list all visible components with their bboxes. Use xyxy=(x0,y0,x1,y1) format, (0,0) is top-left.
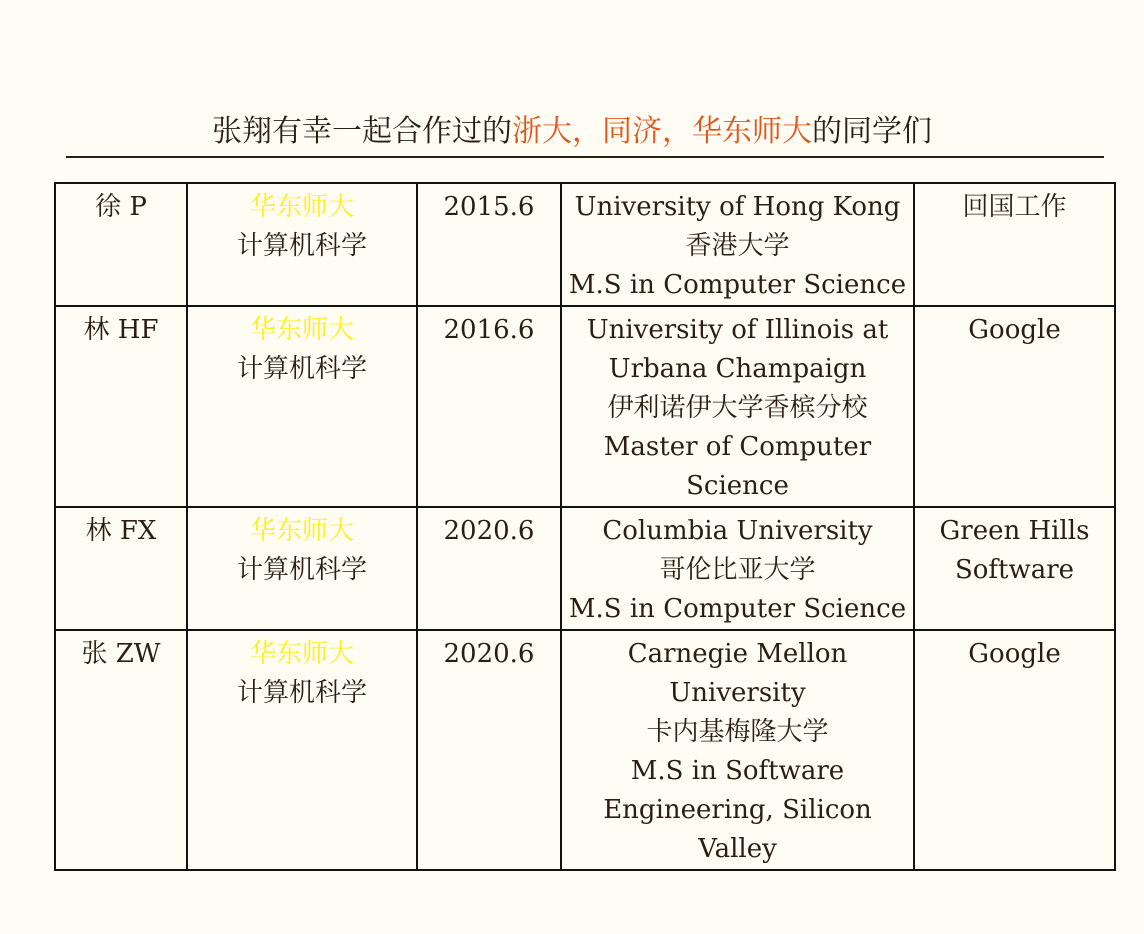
school-name: 华东师大 xyxy=(249,192,354,222)
school-cell xyxy=(187,183,417,306)
destination-line: 香港大学 xyxy=(685,231,790,261)
table-row xyxy=(55,507,1115,630)
destination-line: Urbana Champaign xyxy=(608,354,867,384)
major-name: 计算机科学 xyxy=(236,231,367,261)
destination-line: Columbia University xyxy=(602,516,873,546)
date-cell xyxy=(417,630,561,870)
destination-line: 哥伦比亚大学 xyxy=(659,555,816,585)
school-name: 华东师大 xyxy=(249,639,354,669)
graduation-date: 2020.6 xyxy=(443,639,535,669)
destination-line: University of Illinois at xyxy=(586,315,889,345)
major-name: 计算机科学 xyxy=(236,555,367,585)
major-name: 计算机科学 xyxy=(236,678,367,708)
school-cell xyxy=(187,306,417,507)
outcome-line: 回国工作 xyxy=(962,192,1067,222)
destination-cell xyxy=(561,183,914,306)
outcome-cell xyxy=(914,306,1115,507)
student-name: 林 HF xyxy=(83,315,159,345)
graduation-date: 2015.6 xyxy=(443,192,535,222)
date-cell xyxy=(417,306,561,507)
table-row xyxy=(55,306,1115,507)
destination-line: University xyxy=(669,678,806,708)
destination-line: Science xyxy=(686,471,789,501)
destination-line: Engineering, Silicon xyxy=(603,795,872,825)
name-cell xyxy=(55,507,187,630)
classmates-table xyxy=(54,182,1116,871)
outcome-cell xyxy=(914,183,1115,306)
outcome-line: Google xyxy=(968,315,1061,345)
title-suffix: 的同学们 xyxy=(812,114,932,149)
destination-cell xyxy=(561,630,914,870)
student-name: 张 ZW xyxy=(81,639,161,669)
destination-cell xyxy=(561,306,914,507)
outcome-line: Software xyxy=(954,555,1075,585)
destination-line: M.S in Computer Science xyxy=(568,270,907,300)
table-row xyxy=(55,183,1115,306)
outcome-cell xyxy=(914,630,1115,870)
name-cell xyxy=(55,630,187,870)
student-name: 林 FX xyxy=(85,516,157,546)
table-row xyxy=(55,630,1115,870)
page-title xyxy=(0,108,1144,156)
title-highlight: 浙大，同济，华东师大 xyxy=(512,114,812,149)
destination-line: Carnegie Mellon xyxy=(627,639,848,669)
title-prefix: 张翔有幸一起合作过的 xyxy=(212,114,512,149)
date-cell xyxy=(417,183,561,306)
date-cell xyxy=(417,507,561,630)
graduation-date: 2016.6 xyxy=(443,315,535,345)
school-cell xyxy=(187,507,417,630)
school-cell xyxy=(187,630,417,870)
school-name: 华东师大 xyxy=(249,516,354,546)
title-underline xyxy=(66,156,1104,158)
name-cell xyxy=(55,306,187,507)
outcome-line: Green Hills xyxy=(939,516,1090,546)
outcome-cell xyxy=(914,507,1115,630)
destination-cell xyxy=(561,507,914,630)
student-name: 徐 P xyxy=(95,192,147,222)
destination-line: 伊利诺伊大学香槟分校 xyxy=(607,393,868,423)
name-cell xyxy=(55,183,187,306)
destination-line: University of Hong Kong xyxy=(574,192,901,222)
school-name: 华东师大 xyxy=(249,315,354,345)
outcome-line: Google xyxy=(968,639,1061,669)
destination-line: M.S in Computer Science xyxy=(568,594,907,624)
graduation-date: 2020.6 xyxy=(443,516,535,546)
destination-line: 卡内基梅隆大学 xyxy=(646,717,829,747)
destination-line: Master of Computer xyxy=(603,432,872,462)
destination-line: M.S in Software xyxy=(630,756,845,786)
major-name: 计算机科学 xyxy=(236,354,367,384)
destination-line: Valley xyxy=(698,834,777,864)
